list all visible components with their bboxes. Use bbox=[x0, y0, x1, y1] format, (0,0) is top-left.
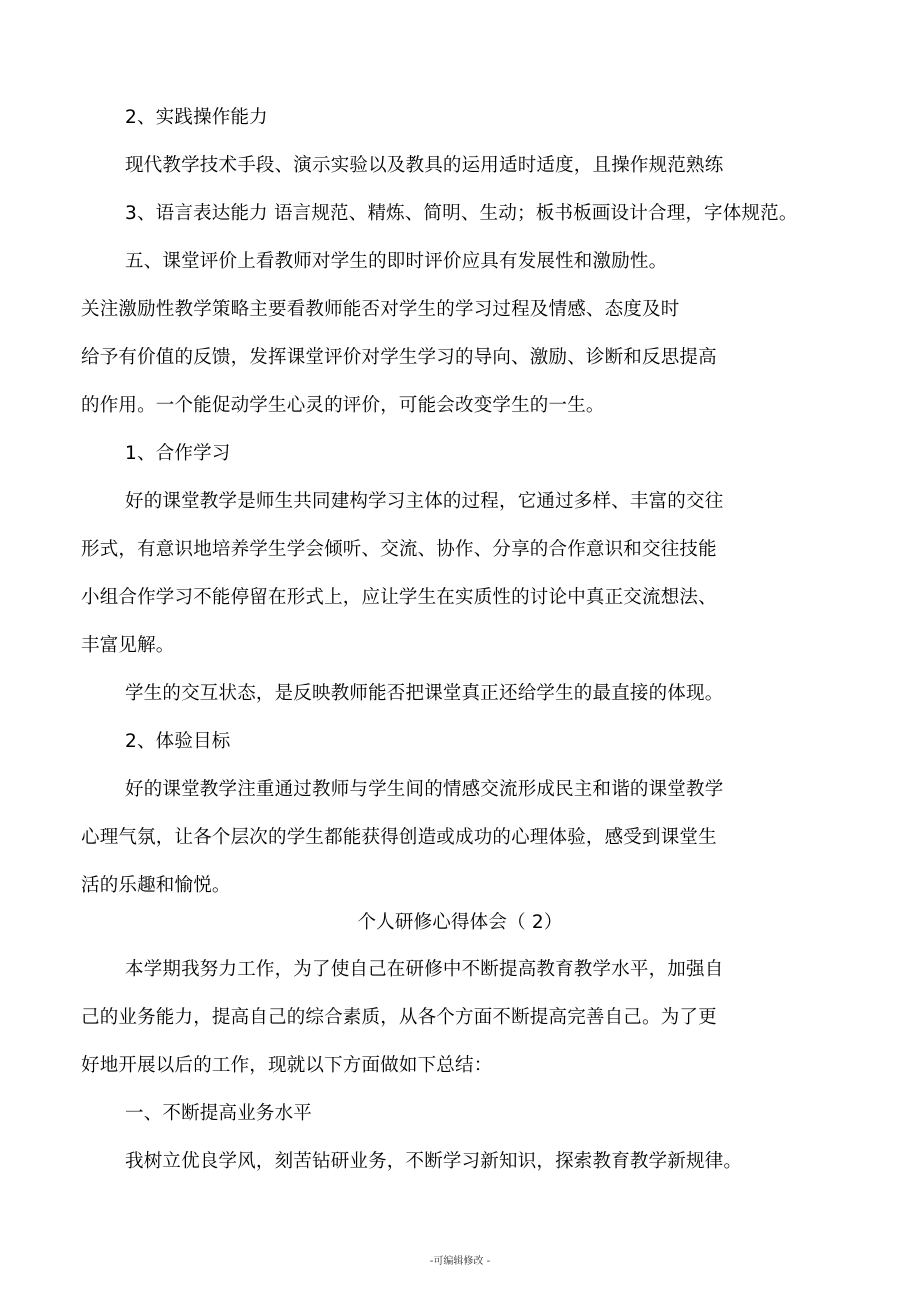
heading-class-evaluation: 五、课堂评价上看教师对学生的即时评价应具有发展性和激励性。 bbox=[125, 251, 668, 272]
paragraph-line: 好的课堂教学注重通过教师与学生间的情感交流形成民主和谐的课堂教学 bbox=[125, 779, 724, 800]
paragraph-line: 好的课堂教学是师生共同建构学习主体的过程，它通过多样、丰富的交往 bbox=[125, 491, 724, 512]
paragraph-line: 小组合作学习不能停留在形式上，应让学生在实质性的讨论中真正交流想法、 bbox=[81, 587, 717, 608]
paragraph-line: 丰富见解。 bbox=[81, 635, 175, 656]
paragraph-line: 的作用。一个能促动学生心灵的评价，可能会改变学生的一生。 bbox=[81, 395, 605, 416]
paragraph-line: 形式，有意识地培养学生学会倾听、交流、协作、分享的合作意识和交往技能 bbox=[81, 539, 717, 560]
page-footer: -可编辑修改 - bbox=[429, 1256, 491, 1267]
paragraph-line: 我树立优良学风，刻苦钻研业务，不断学习新知识，探索教育教学新规律。 bbox=[125, 1151, 743, 1172]
paragraph-line: 本学期我努力工作，为了使自己在研修中不断提高教育教学水平，加强自 bbox=[125, 959, 724, 980]
heading-improve-skills: 一、不断提高业务水平 bbox=[125, 1103, 313, 1124]
section-title: 个人研修心得体会（ 2） bbox=[357, 912, 563, 933]
paragraph-line: 己的业务能力，提高自己的综合素质，从各个方面不断提高完善自己。为了更 bbox=[81, 1007, 717, 1028]
paragraph-line: 关注激励性教学策略主要看教师能否对学生的学习过程及情感、态度及时 bbox=[81, 299, 680, 320]
paragraph-line: 学生的交互状态，是反映教师能否把课堂真正还给学生的最直接的体现。 bbox=[125, 683, 724, 704]
heading-experience-goals: 2、体验目标 bbox=[125, 731, 231, 752]
paragraph-line: 现代教学技术手段、演示实验以及教具的运用适时适度，且操作规范熟练 bbox=[125, 155, 724, 176]
paragraph-line: 给予有价值的反馈，发挥课堂评价对学生学习的导向、激励、诊断和反思提高 bbox=[81, 347, 717, 368]
heading-practical-skills: 2、实践操作能力 bbox=[125, 107, 268, 128]
heading-cooperative-learning: 1、合作学习 bbox=[125, 443, 231, 464]
paragraph-line: 活的乐趣和愉悦。 bbox=[81, 875, 231, 896]
paragraph-line: 心理气氛，让各个层次的学生都能获得创造或成功的心理体验，感受到课堂生 bbox=[81, 827, 717, 848]
heading-language-skills: 3、语言表达能力 语言规范、精炼、简明、生动；板书板画设计合理，字体规范。 bbox=[125, 203, 798, 224]
paragraph-line: 好地开展以后的工作，现就以下方面做如下总结： bbox=[81, 1055, 493, 1076]
